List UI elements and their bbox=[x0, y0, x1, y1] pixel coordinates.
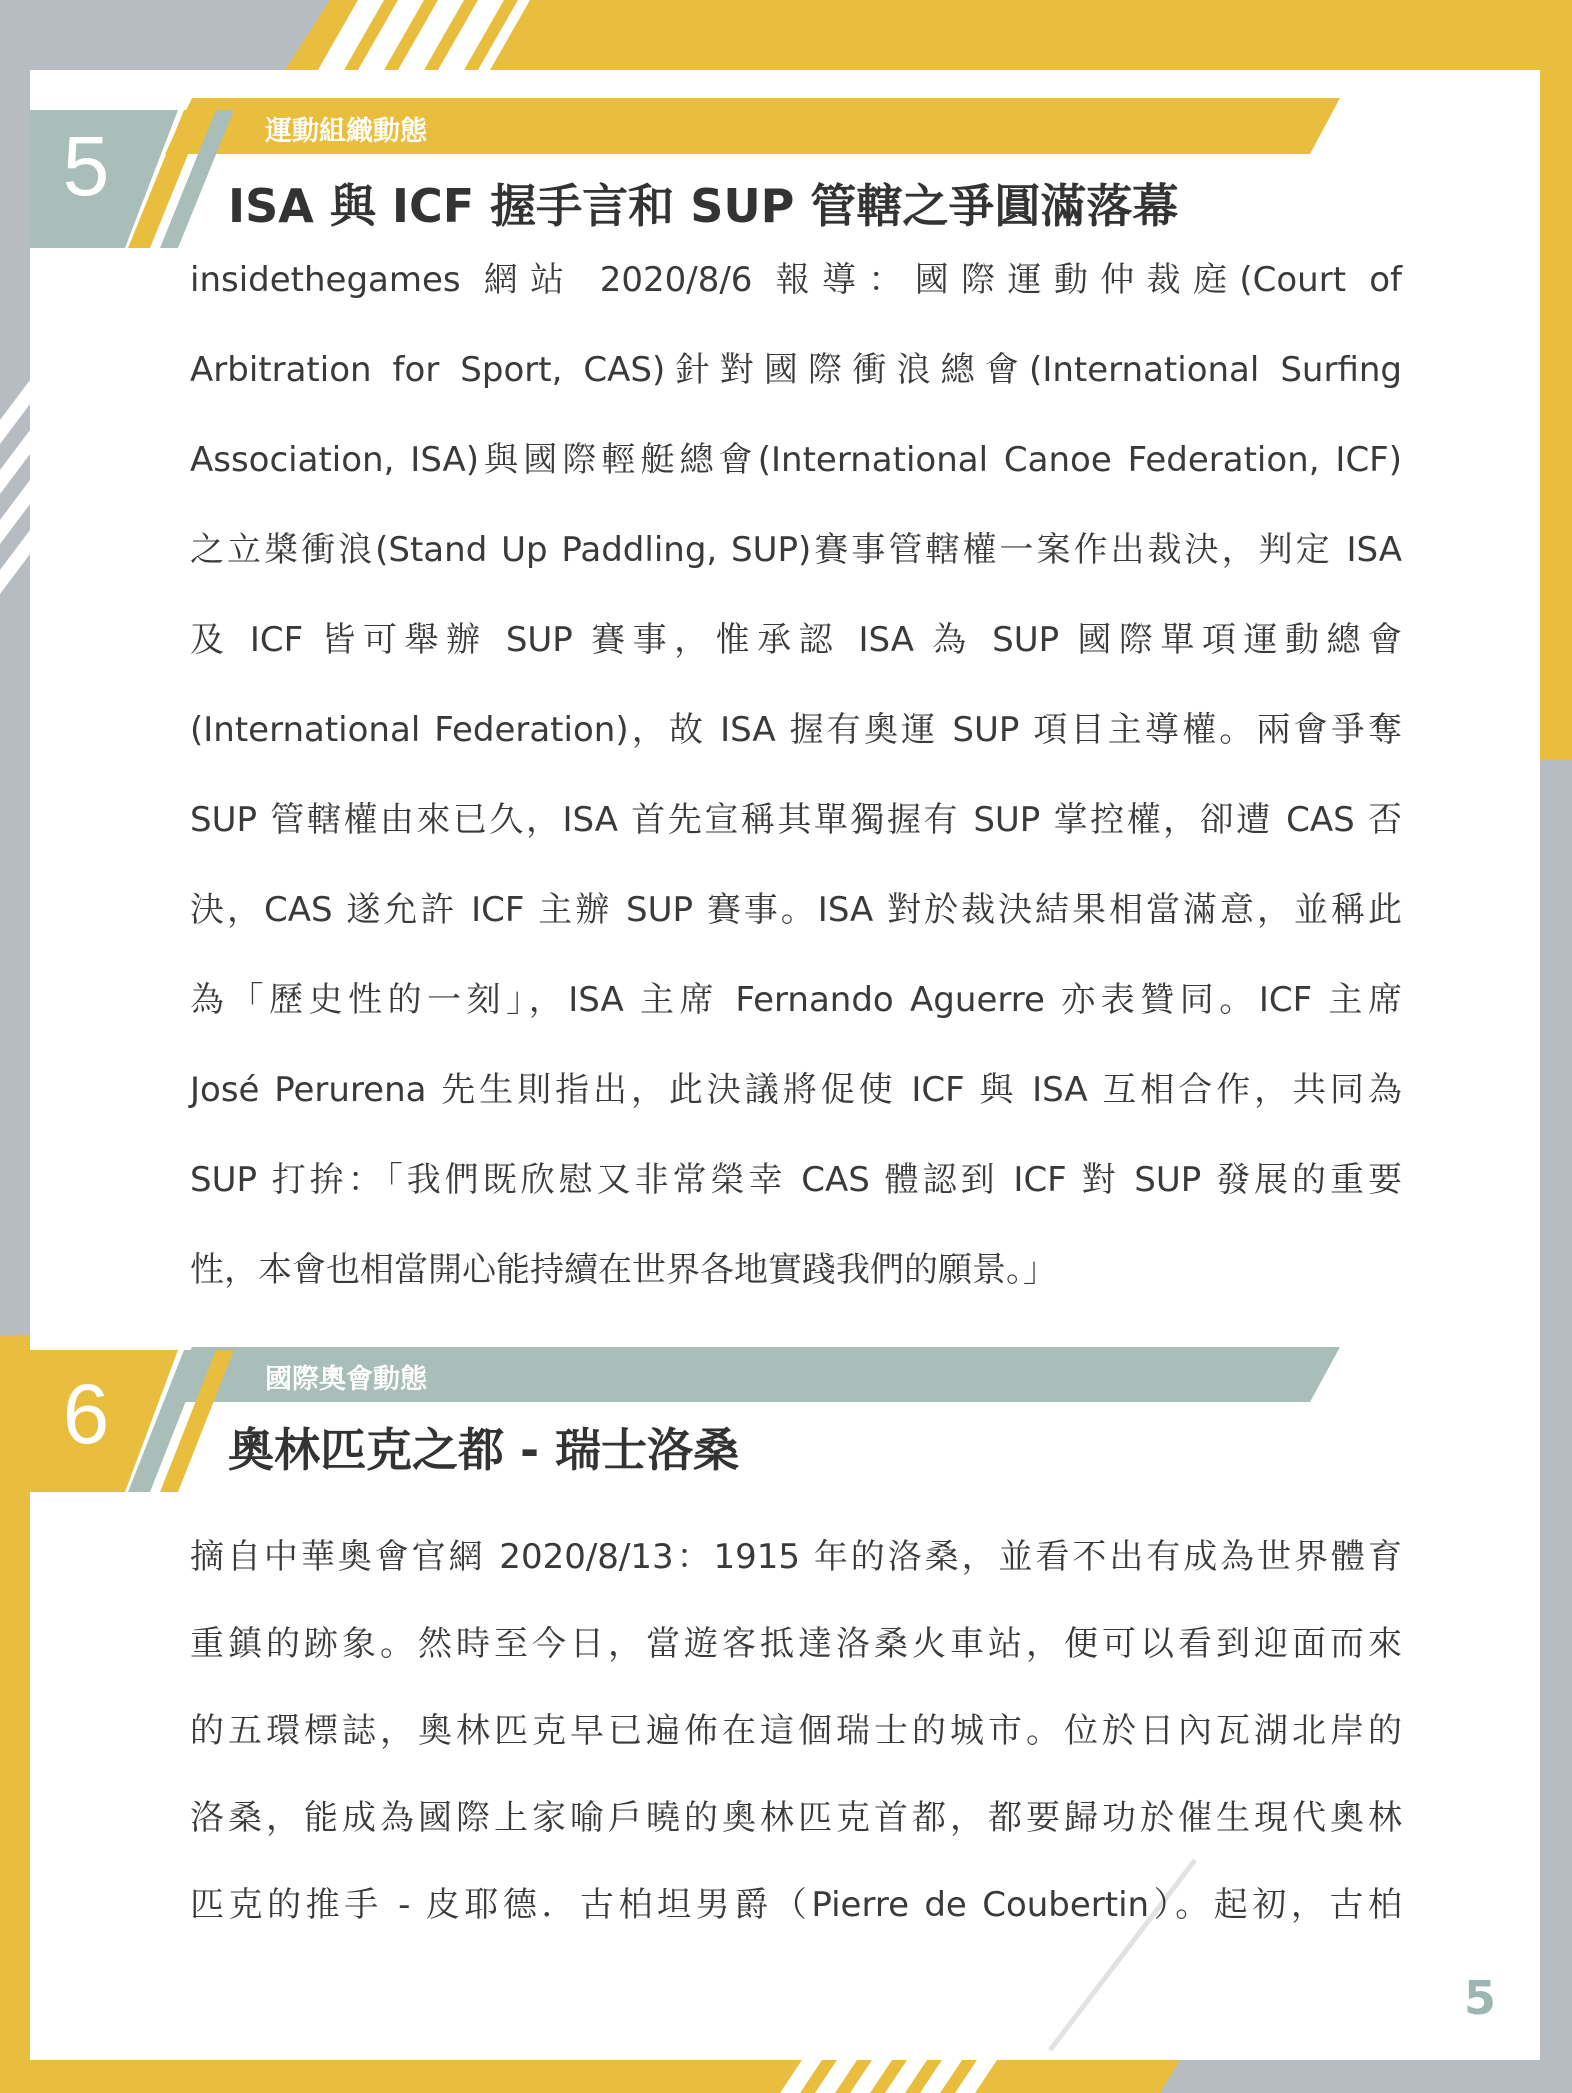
section-6-number: 6 bbox=[62, 1367, 110, 1461]
section-6-line: 摘自中華奧會官網 2020/8/13：1915 年的洛桑，並看不出有成為世界體育 bbox=[190, 1537, 1402, 1577]
section-5-line: SUP 管轄權由來已久，ISA 首先宣稱其單獨握有 SUP 掌控權，卻遭 CAS 否 bbox=[190, 800, 1402, 840]
section-5-line: insidethegames 網站 2020/8/6 報導：國際運動仲裁庭(Court of bbox=[190, 260, 1402, 300]
section-6-line: 匹克的推手 - 皮耶德．古柏坦男爵（Pierre de Coubertin）。起初，古柏 bbox=[190, 1885, 1402, 1925]
section-5-line: José Perurena 先生則指出，此決議將促使 ICF 與 ISA 互相合作，共同為 bbox=[190, 1070, 1402, 1110]
bottom-right-gray-block bbox=[1160, 2060, 1572, 2093]
section-6-line: 重鎮的跡象。然時至今日，當遊客抵達洛桑火車站，便可以看到迎面而來 bbox=[190, 1624, 1402, 1664]
section-5-line: 性，本會也相當開心能持續在世界各地實踐我們的願景。」 bbox=[190, 1250, 1057, 1290]
page-number: 5 bbox=[1463, 1971, 1496, 2025]
section-5-line: Arbitration for Sport, CAS)針對國際衝浪總會(International Surfing bbox=[190, 350, 1402, 390]
section-5-line: 之立槳衝浪(Stand Up Paddling, SUP)賽事管轄權一案作出裁決，判定 ISA bbox=[190, 530, 1402, 570]
section-5-line: 決，CAS 遂允許 ICF 主辦 SUP 賽事。ISA 對於裁決結果相當滿意，並稱此 bbox=[190, 890, 1402, 930]
section-6-line: 的五環標誌，奧林匹克早已遍佈在這個瑞士的城市。位於日內瓦湖北岸的 bbox=[190, 1711, 1402, 1751]
section-6-title: 奧林匹克之都 - 瑞士洛桑 bbox=[228, 1423, 740, 1477]
section-5-line: 及 ICF 皆可舉辦 SUP 賽事，惟承認 ISA 為 SUP 國際單項運動總會 bbox=[190, 620, 1402, 660]
section-5-line: 為「歷史性的一刻」，ISA 主席 Fernando Aguerre 亦表贊同。ICF 主席 bbox=[190, 980, 1402, 1020]
section-5-line: Association, ISA)與國際輕艇總會(International Canoe Federation, ICF) bbox=[190, 440, 1402, 480]
top-left-gray-block bbox=[0, 0, 330, 70]
section-5-category: 運動組織動態 bbox=[265, 116, 427, 147]
section-5-line: SUP 打拚：「我們既欣慰又非常榮幸 CAS 體認到 ICF 對 SUP 發展的重要 bbox=[190, 1160, 1402, 1200]
right-yellow-block bbox=[1540, 0, 1572, 760]
section-6-category: 國際奧會動態 bbox=[265, 1364, 427, 1395]
left-yellow-block bbox=[0, 1335, 30, 2093]
section-6-line: 洛桑，能成為國際上家喻戶曉的奧林匹克首都，都要歸功於催生現代奧林 bbox=[190, 1798, 1402, 1838]
section-5-line: (International Federation)，故 ISA 握有奧運 SUP 項目主導權。兩會爭奪 bbox=[190, 710, 1402, 750]
section-5-title: ISA 與 ICF 握手言和 SUP 管轄之爭圓滿落幕 bbox=[228, 179, 1179, 233]
section-5-number: 5 bbox=[62, 119, 110, 213]
